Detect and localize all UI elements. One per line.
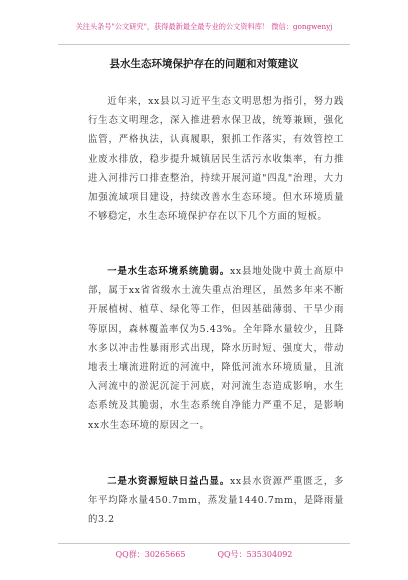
paragraph-water-shortage-text: xx县水资源严重匮乏，多年平均降水量450.7mm，蒸发量1440.7mm，是降雨量的3.2 — [88, 476, 345, 526]
page-title: 县水生态环境保护存在的问题和对策建议 — [109, 58, 299, 70]
paragraph-intro — [88, 92, 344, 226]
footer-qq-group: QQ群：30265665 — [115, 550, 186, 559]
footer-divider — [58, 543, 350, 544]
footer-contact — [0, 549, 408, 560]
footer-qq: QQ号：535304092 — [217, 550, 293, 559]
paragraph-ecosystem — [88, 262, 344, 435]
header-divider — [58, 44, 350, 45]
paragraph-water-shortage — [88, 472, 344, 530]
paragraph-intro-text: 近年来，xx县以习近平生态文明思想为指引，努力践行生态文明理念，深入推进碧水保卫战，统筹兼顾，强化监管，严格执法，认真履职，狠抓工作落实，有效管控工业废水排放，稳步提升城镇居民生活污水收集率，有力推进入河排污口排查整治，持续开展河道"四乱"治理，大力加强流域项目建设，持续改善水生态环境。但水环境质量不够稳定，水生态环境保护存在以下几个方面的短板。 — [88, 96, 344, 223]
paragraph-ecosystem-heading: 一是水生态环境系统脆弱。 — [107, 266, 230, 277]
paragraph-ecosystem-text: xx县地处陇中黄土高原中部，属于xx省省级水土流失重点治理区，虽然多年来不断开展植树、植草、绿化等工作，但因基础薄弱、干旱少雨等原因，森林覆盖率仅为5.43%。全年降水量较少，且降水多以冲击性暴雨形式出现，降水历时短、强度大，带动地表土壤流进附近的河流中，降低河流水环境质量，且流入河流中的淤泥沉淀于河底，对河流生态造成影响，水生态系统及其脆弱，水生态系统自净能力严重不足，是影响xx水生态环境的原因之一。 — [88, 266, 345, 431]
header-notice: 关注头条号"公文研究"，获得最新最全最专业的公文资料库！ 微信：gongwenyj — [75, 22, 333, 31]
paragraph-water-shortage-heading: 二是水资源短缺日益凸显。 — [107, 476, 230, 487]
